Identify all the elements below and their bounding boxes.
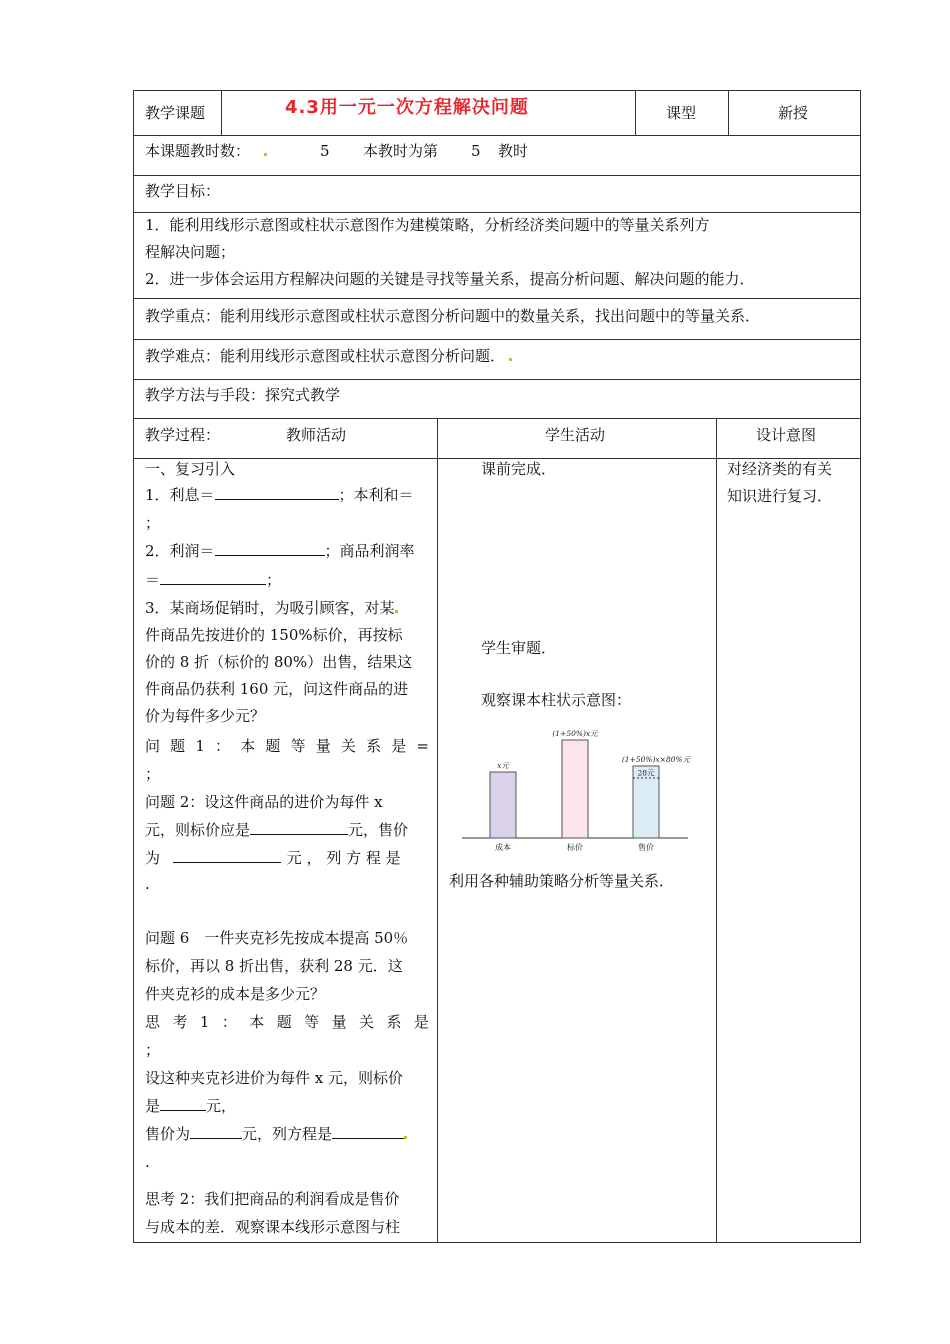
design-col-header: 设计意图 — [756, 426, 817, 444]
spaced-char: 问 — [145, 737, 161, 755]
type-value: 新授 — [778, 104, 809, 122]
row-divider — [133, 339, 860, 340]
spaced-char: 等 — [290, 737, 306, 755]
key-point: 教学重点：能利用线形示意图或柱状示意图分析问题中的数量关系，找出问题中的等量关系． — [145, 307, 761, 325]
problem-2-line: 问题 2：设这件商品的进价为每件 x — [145, 793, 383, 811]
question-2-cont: ＝ ； — [145, 571, 282, 589]
row-divider — [133, 379, 860, 380]
x-tick-label: 售价 — [638, 843, 654, 852]
type-label: 课型 — [666, 104, 697, 122]
spaced-char: 量 — [331, 1013, 347, 1031]
col-divider — [437, 418, 438, 1243]
row-divider — [133, 418, 860, 419]
teacher-col-header: 教师活动 — [286, 426, 347, 444]
answer-blank — [190, 1124, 242, 1139]
spaced-char: 1 — [195, 737, 205, 755]
question-1-end: ； — [145, 514, 161, 532]
spaced-char: 思 — [145, 1013, 161, 1031]
think-1-line: 是 元， — [145, 1097, 237, 1115]
spaced-char: 1 — [199, 1013, 210, 1031]
bar-label: x元 — [497, 761, 509, 770]
answer-blank — [250, 820, 348, 835]
answer-blank — [332, 1124, 404, 1139]
table-border-top — [133, 90, 860, 91]
spaced-char: 系 — [386, 1013, 402, 1031]
row-divider — [133, 135, 860, 136]
spaced-char: 是 — [413, 1013, 429, 1031]
col-divider — [728, 90, 729, 135]
question-3-line: 件商品先按进价的 150%标价，再按标 — [145, 626, 403, 644]
question-2: 2．利润＝ ；商品利润率 — [145, 542, 415, 560]
question-3-line: 价的 8 折（标价的 80%）出售，结果这 — [145, 653, 413, 671]
think-1-line: 设这种夹克衫进价为每件 x 元，则标价 — [145, 1069, 403, 1087]
question-1: 1．利息＝ ；本利和＝ — [145, 486, 414, 504]
think-1-end: ； — [145, 1041, 161, 1059]
bar — [490, 772, 516, 838]
goal-line: 2．进一步体会运用方程解决问题的关键是寻找等量关系，提高分析问题、解决问题的能力． — [145, 270, 755, 288]
col-divider — [716, 418, 717, 1243]
answer-blank — [160, 570, 266, 585]
spaced-char: 考 — [172, 1013, 188, 1031]
problem-2-line: 为 元 ， 列 方 程 是 — [145, 849, 401, 867]
problem-1-end: ； — [145, 765, 161, 783]
spaced-char: = — [416, 737, 429, 755]
spaced-char: 关 — [340, 737, 356, 755]
goals-label: 教学目标： — [145, 182, 221, 200]
hours-label: 本课题教时数： — [145, 142, 267, 160]
question-3-line: 件商品仍获利 160 元，问这件商品的进 — [145, 680, 409, 698]
question-3-line: 价为每件多少元？ — [145, 707, 266, 725]
col-divider — [221, 90, 222, 135]
table-border-right — [860, 90, 861, 1243]
section-title: 一、复习引入 — [145, 460, 236, 478]
row-divider — [133, 175, 860, 176]
problem-6-line: 件夹克衫的成本是多少元？ — [145, 985, 326, 1003]
difficulty-text: 教学难点：能利用线形示意图或柱状示意图分析问题． — [145, 347, 506, 365]
row-divider — [133, 212, 860, 213]
answer-blank — [173, 848, 281, 863]
col-divider — [635, 90, 636, 135]
spaced-char: ： — [221, 1013, 237, 1031]
think-1-end: . — [145, 1153, 150, 1171]
design-text: 对经济类的有关 — [727, 460, 833, 478]
table-border-left — [133, 90, 134, 1243]
problem-1 — [145, 735, 429, 757]
answer-blank — [215, 485, 339, 500]
x-tick-label: 标价 — [567, 843, 583, 852]
spaced-char: 题 — [276, 1013, 292, 1031]
think-1 — [145, 1011, 429, 1033]
spaced-char: ： — [215, 737, 231, 755]
x-tick-label: 成本 — [495, 843, 511, 852]
method: 教学方法与手段：探究式教学 — [145, 386, 341, 404]
spaced-char: 题 — [265, 737, 281, 755]
question-3-line: 3．某商场促销时，为吸引顾客，对某 — [145, 597, 398, 619]
design-text: 知识进行复习． — [727, 487, 833, 505]
hours-unit: 教时 — [498, 142, 529, 160]
answer-blank — [160, 1096, 206, 1111]
current-label: 本教时为第 — [363, 142, 439, 160]
course-label: 教学课题 — [145, 104, 206, 122]
spaced-char: 系 — [366, 737, 382, 755]
bar-label: (1+50%)x×80%元 — [621, 755, 691, 764]
spaced-char: 本 — [249, 1013, 265, 1031]
spaced-char: 量 — [315, 737, 331, 755]
student-text: 学生审题． — [481, 639, 557, 657]
difficulty-row — [145, 347, 512, 365]
problem-6-line: 问题 6 一件夹克衫先按成本提高 50％ — [145, 929, 409, 947]
think-1-line: 售价为 元，列方程是 — [145, 1123, 407, 1145]
row-divider — [133, 298, 860, 299]
spaced-char: 关 — [359, 1013, 375, 1031]
think-2-line: 思考 2：我们把商品的利润看成是售价 — [145, 1190, 400, 1208]
answer-blank — [215, 541, 325, 556]
think-2-line: 与成本的差．观察课本线形示意图与柱 — [145, 1218, 401, 1236]
profit-label: 28元 — [637, 768, 655, 778]
bar — [562, 740, 588, 838]
goal-line: 程解决问题； — [145, 243, 236, 261]
table-border-bottom — [133, 1242, 860, 1243]
student-text: 课前完成． — [481, 460, 557, 478]
problem-6-line: 标价，再以 8 折出售，获利 28 元．这 — [145, 957, 403, 975]
problem-2-end: . — [145, 875, 150, 893]
spaced-char: 题 — [170, 737, 186, 755]
hours-current: 5 — [471, 142, 481, 160]
process-label: 教学过程： — [145, 426, 221, 444]
spaced-char: 等 — [304, 1013, 320, 1031]
goal-line: 1．能利用线形示意图或柱状示意图作为建模策略，分析经济类问题中的等量关系列方 — [145, 216, 710, 234]
problem-2-line: 元，则标价应是 元，售价 — [145, 821, 409, 839]
spaced-char: 本 — [240, 737, 256, 755]
bar-label: (1+50%)x元 — [552, 729, 598, 738]
student-col-header: 学生活动 — [545, 426, 606, 444]
student-text: 利用各种辅助策略分析等量关系． — [449, 872, 675, 890]
lesson-title: 4.3用一元一次方程解决问题 — [285, 97, 529, 118]
bar-chart — [460, 720, 692, 860]
student-text: 观察课本柱状示意图： — [481, 691, 632, 709]
hours-total: 5 — [320, 142, 330, 160]
spaced-char: 是 — [391, 737, 407, 755]
